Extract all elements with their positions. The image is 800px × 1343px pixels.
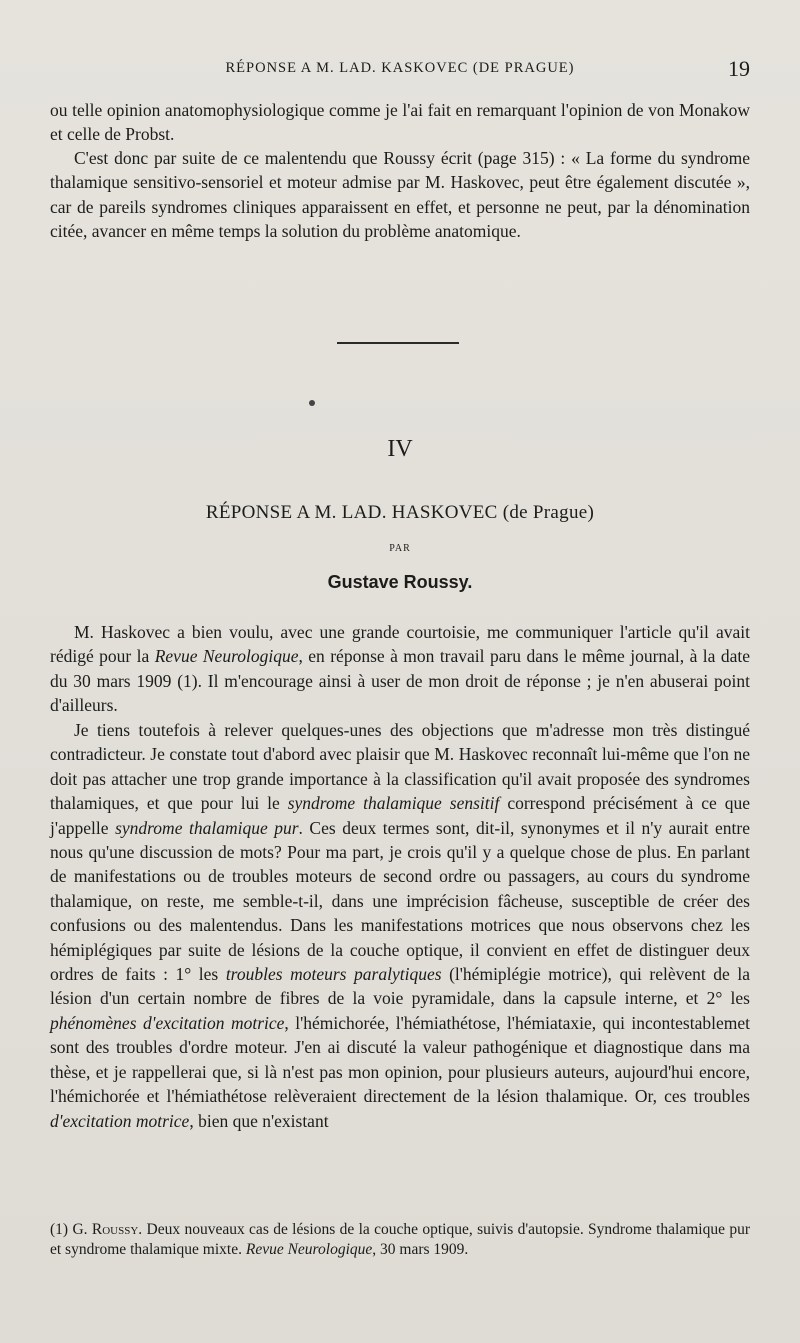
by-line-par: PAR xyxy=(389,543,411,554)
footnote-marker: (1) xyxy=(50,1221,73,1238)
article-title: RÉPONSE A M. LAD. HASKOVEC (de Prague) xyxy=(205,502,595,523)
body-text: (l'hémiplégie motrice), qui relèvent de la lésion d'un certain nombre de fibres de la voie pyramidale, dans la capsule interne, et 2° les xyxy=(50,964,751,1009)
emphasis-term: phénomènes d'excitation motrice xyxy=(50,1012,285,1033)
body-text: . Ces deux termes sont, dit-il, synonymes et il n'y aurait entre nous qu'une discussion de mots? Pour ma part, je crois qu'il y a quelque chose de plus. En parlant de manifestations ou de troubles moteurs de second ordre ou passagers, au cours du syndrome thalamique, on reste, me semble-t-il, dans une imprécision fâcheuse, susceptible de créer des confusions ou des malentendus. Dans les manifestations motrices que nous observons chez les hémiplégiques par suite de lésions de la couche optique, il convient en effet de distinguer deux ordres de faits : 1° les xyxy=(50,817,750,985)
footnote-text: , 30 mars 1909. xyxy=(372,1241,469,1258)
emphasis-term: syndrome thalamique sensitif xyxy=(287,793,500,814)
running-title: RÉPONSE A M. LAD. KASKOVEC (DE PRAGUE) xyxy=(225,60,575,76)
running-head xyxy=(50,58,750,86)
journal-title: Revue Neurologique xyxy=(154,646,299,667)
emphasis-term: d'excitation motrice xyxy=(50,1110,190,1131)
body-text: , bien que n'existant xyxy=(189,1110,329,1131)
emphasis-term: troubles moteurs paralytiques xyxy=(225,964,442,985)
body-text: Je tiens toutefois à relever quelques-unes des objections que m'adresse mon très distingué contradicteur. Je constate tout d'abord avec plaisir que M. Haskovec reconnaît lui-même que l'on ne doit pas attacher une trop grande importance à la classification qu'il avait proposée des syndromes thalamiques, et que pour lui le xyxy=(50,720,750,814)
body-text: correspond précisément à ce que j'appelle xyxy=(50,793,750,838)
print-speck xyxy=(309,400,315,406)
body-text: M. Haskovec a bien voulu, avec une grande courtoisie, me communiquer l'article qu'il avait rédigé pour la xyxy=(50,622,750,667)
body-paragraph-2 xyxy=(50,718,750,1133)
footnote-journal: Revue Neurologique xyxy=(245,1241,373,1258)
continued-paragraph: ou telle opinion anatomophysiologique comme je l'ai fait en remarquant l'opinion de von Monakow et celle de Probst. xyxy=(50,100,750,145)
body-paragraph-1 xyxy=(50,620,750,718)
footnote-author: G. Roussy. xyxy=(72,1221,143,1238)
footnote xyxy=(50,1220,750,1260)
article-author: Gustave Roussy. xyxy=(327,572,473,592)
emphasis-term: syndrome thalamique pur xyxy=(115,817,299,838)
body-text: , l'hémichorée, l'hémiathétose, l'hémiataxie, qui incontestablemet sont des troubles d'ordre moteur. J'en ai discuté la valeur pathogénique et diagnostique dans ma thèse, et je rappellerai que, si là n'est pas mon opinion, pour plusieurs auteurs, aujourd'hui encore, l'hémichorée et l'hémiathétose relèveraient directement de la lésion thalamique. Or, ces troubles xyxy=(50,1012,750,1107)
paragraph-malentendu: C'est donc par suite de ce malentendu que Roussy écrit (page 315) : « La forme du syndrome thalamique sensitivo-sensoriel et moteur admise par M. Haskovec, peut être également discutée », car de pareils syndromes cliniques apparaissent en effet, et personne ne peut, par la dénomination citée, avancer en même temps la solution du problème anatomique. xyxy=(50,148,750,242)
footnote-text: Deux nouveaux cas de lésions de la couche optique, suivis d'autopsie. Syndrome thalamique pur et syndrome thalamique mixte. xyxy=(50,1221,751,1258)
page-number: 19 xyxy=(728,56,750,81)
body-text: , en réponse à mon travail paru dans le même journal, à la date du 30 mars 1909 (1). Il m'encourage ainsi à user de mon droit de réponse ; je n'en abuserai point d'ailleurs. xyxy=(50,646,750,716)
section-divider-rule xyxy=(337,342,459,344)
section-number: IV xyxy=(387,436,413,462)
